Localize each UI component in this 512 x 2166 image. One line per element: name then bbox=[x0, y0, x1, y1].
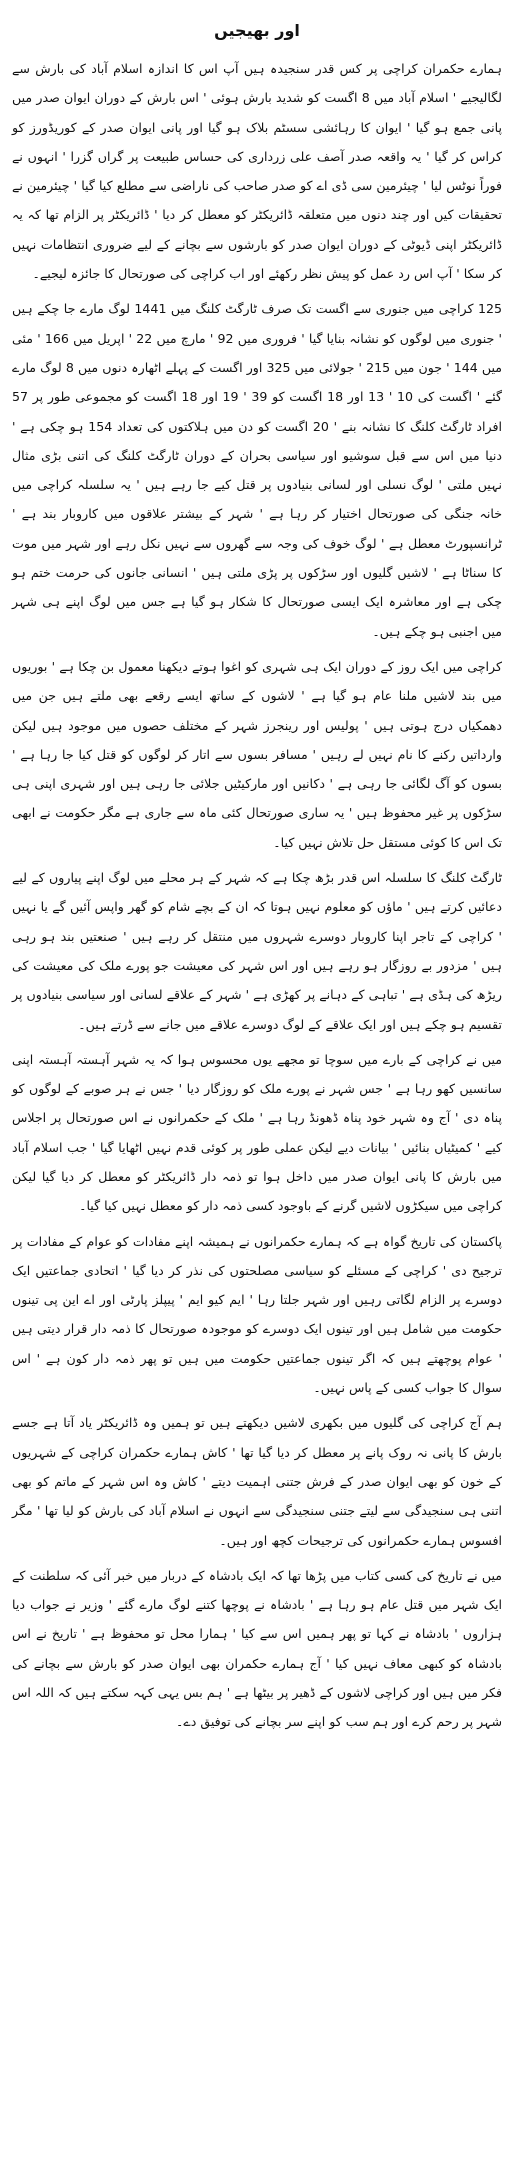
article-paragraph: میں نے تاریخ کی کسی کتاب میں پڑھا تھا کہ ایک بادشاہ کے دربار میں خبر آئی کہ سلطنت کے ایک شہر میں قتل عام ہو رہا ہے ' بادشاہ نے پوچھا کتنے لوگ مارے گئے ' وزیر نے جواب دیا ہزاروں ' بادشاہ نے کہا تو پھر ہمیں اس سے کیا ' ہمارا محل تو محفوظ ہے ' تاریخ نے اس بادشاہ کو کبھی معاف نہیں کیا ' آج ہمارے حکمران بھی ایوان صدر کو بارش سے بچانے کی فکر میں ہیں اور کراچی لاشوں کے ڈھیر پر بیٹھا ہے ' ہم بس یہی کہہ سکتے ہیں کہ اللہ اس شہر پر رحم کرے اور ہم سب کو اپنے سر بچانے کی توفیق دے۔ bbox=[12, 1567, 502, 1730]
article-paragraph: پاکستان کی تاریخ گواہ ہے کہ ہمارے حکمرانوں نے ہمیشہ اپنے مفادات کو عوام کے مفادات پر ترجیح دی ' کراچی کے مسئلے کو سیاسی مصلحتوں کی نذر کر دیا گیا ' اتحادی جماعتیں ایک دوسرے پر الزام لگاتی رہیں اور شہر جلتا رہا ' ایم کیو ایم ' پیپلز پارٹی اور اے این پی تینوں حکومت میں شامل ہیں اور تینوں ایک دوسرے کو موجودہ صورتحال کا ذمہ دار قرار دیتی ہیں ' عوام پوچھتے ہیں کہ اگر تینوں جماعتیں حکومت میں ہیں تو پھر ذمہ دار کون ہے ' اس سوال کا جواب کسی کے پاس نہیں۔ bbox=[12, 1233, 502, 1396]
article-paragraph: ہم آج کراچی کی گلیوں میں بکھری لاشیں دیکھتے ہیں تو ہمیں وہ ڈائریکٹر یاد آتا ہے جسے بارش کا پانی نہ روک پانے پر معطل کر دیا گیا تھا ' کاش ہمارے حکمران کراچی کے شہریوں کے خون کو بھی ایوان صدر کے فرش جتنی اہمیت دیتے ' کاش وہ اس شہر کے ماتم کو بھی اتنی ہی سنجیدگی سے لیتے جتنی سنجیدگی سے انہوں نے اسلام آباد کی بارش کو لیا تھا ' مگر افسوس ہمارے حکمرانوں کی ترجیحات کچھ اور ہیں۔ bbox=[12, 1415, 502, 1548]
article-paragraph: 125 کراچی میں جنوری سے اگست تک صرف ٹارگٹ کلنگ میں 1441 لوگ مارے جا چکے ہیں ' جنوری میں لوگوں کو نشانہ بنایا گیا ' فروری میں 92 ' مارچ میں 22 ' اپریل میں 166 ' مئی میں 144 ' جون میں 215 ' جولائی میں 325 اور اگست کے پہلے اٹھارہ دنوں میں 8 لوگ مارے گئے ' اگست کی 10 ' 13 اور 18 اگست کو 39 ' 19 اور 18 اگست کو مجموعی طور پر 57 افراد ٹارگٹ کلنگ کا نشانہ بنے ' 20 اگست کو دن میں ہلاکتوں کی تعداد 154 ہو چکی ہے ' دنیا میں اس سے قبل سوشیو اور سیاسی بحران کے دوران ٹارگٹ کلنگ کی اتنی بڑی مثال نہیں ملتی ' لوگ نسلی اور لسانی بنیادوں پر قتل کیے جا رہے ہیں ' یہ سلسلہ کراچی میں خانہ جنگی کی صورتحال اختیار کر رہا ہے ' شہر کے بیشتر علاقوں میں کاروبار بند ہے ' ٹرانسپورٹ معطل ہے ' لوگ خوف کی وجہ سے گھروں سے نہیں نکل رہے اور شہر میں موت کا سناٹا ہے ' لاشیں گلیوں اور سڑکوں پر پڑی ملتی ہیں ' انسانی جانوں کی حرمت ختم ہو چکی ہے اور معاشرہ ایک ایسی صورتحال کا شکار ہو گیا ہے جس میں لوگ اپنے ہی شہر میں اجنبی ہو چکے ہیں۔ bbox=[12, 301, 503, 639]
article-paragraph: کراچی میں ایک روز کے دوران ایک ہی شہری کو اغوا ہوتے دیکھنا معمول بن چکا ہے ' بوریوں میں بند لاشیں ملنا عام ہو گیا ہے ' لاشوں کے ساتھ ایسے رقعے بھی ملتے ہیں جن میں دھمکیاں درج ہوتی ہیں ' پولیس اور رینجرز شہر کے مختلف حصوں میں موجود ہیں لیکن وارداتیں رکنے کا نام نہیں لے رہیں ' مسافر بسوں سے اتار کر لوگوں کو قتل کیا جا رہا ہے ' بسوں کو آگ لگائی جا رہی ہے ' دکانیں اور مارکیٹیں جلائی جا رہی ہیں اور شہری اپنی ہی سڑکوں پر غیر محفوظ ہیں ' یہ ساری صورتحال کئی ماہ سے جاری ہے مگر حکومت نے ابھی تک اس کا کوئی مستقل حل تلاش نہیں کیا۔ bbox=[12, 658, 502, 850]
article-paragraph: ٹارگٹ کلنگ کا سلسلہ اس قدر بڑھ چکا ہے کہ شہر کے ہر محلے میں لوگ اپنے پیاروں کے لیے دعائیں کرتے ہیں ' ماؤں کو معلوم نہیں ہوتا کہ ان کے بچے شام کو گھر واپس آئیں گے یا نہیں ' کراچی کے تاجر اپنا کاروبار دوسرے شہروں میں منتقل کر رہے ہیں ' صنعتیں بند ہو رہی ہیں ' مزدور بے روزگار ہو رہے ہیں اور اس شہر کی معیشت جو پورے ملک کی معیشت کی ریڑھ کی ہڈی ہے ' تباہی کے دہانے پر کھڑی ہے ' شہر کے علاقے لسانی اور سیاسی بنیادوں پر تقسیم ہو چکے ہیں اور ایک علاقے کے لوگ دوسرے علاقے میں جانے سے ڈرتے ہیں۔ bbox=[12, 870, 502, 1032]
article-paragraph: میں نے کراچی کے بارے میں سوچا تو مجھے یوں محسوس ہوا کہ یہ شہر آہستہ آہستہ اپنی سانسیں کھو رہا ہے ' جس شہر نے پورے ملک کو روزگار دیا ' جس نے ہر صوبے کے لوگوں کو پناہ دی ' آج وہ شہر خود پناہ ڈھونڈ رہا ہے ' ملک کے حکمرانوں نے اس صورتحال پر اجلاس کیے ' کمیٹیاں بنائیں ' بیانات دیے لیکن عملی طور پر کوئی قدم نہیں اٹھایا گیا ' جب اسلام آباد میں بارش کا پانی ایوان صدر میں داخل ہوا تو ذمہ دار ڈائریکٹر کو معطل کر دیا گیا لیکن کراچی میں سیکڑوں لاشیں گرنے کے باوجود کسی ذمہ دار کو معطل نہیں کیا گیا۔ bbox=[12, 1051, 502, 1214]
article-paragraph: ہمارے حکمران کراچی پر کس قدر سنجیدہ ہیں آپ اس کا اندازہ اسلام آباد کی بارش سے لگالیجیے ' اسلام آباد میں 8 اگست کو شدید بارش ہوئی ' اس بارش کے دوران ایوان صدر میں پانی جمع ہو گیا ' ایوان کا رہائشی سسٹم بلاک ہو گیا اور پانی ایوان صدر کے کوریڈورز کو کراس کر گیا ' یہ واقعہ صدر آصف علی زرداری کی حساس طبیعت پر گراں گزرا ' انہوں نے فوراً نوٹس لیا ' چیئرمین سی ڈی اے کو صدر صاحب کی ناراضی سے مطلع کیا گیا ' چیئرمین نے تحقیقات کیں اور چند دنوں میں متعلقہ ڈائریکٹر کو معطل کر دیا ' ڈائریکٹر پر الزام تھا کہ یہ ڈائریکٹر اپنی ڈیوٹی کے دوران ایوان صدر کو بارشوں سے بچانے کے لیے ضروری انتظامات نہیں کر سکا ' آپ اس رد عمل کو پیش نظر رکھئے اور اب کراچی کی صورتحال کا جائزہ لیجیے۔ bbox=[12, 61, 503, 282]
article-headline: اور بھیجیں bbox=[214, 21, 300, 40]
